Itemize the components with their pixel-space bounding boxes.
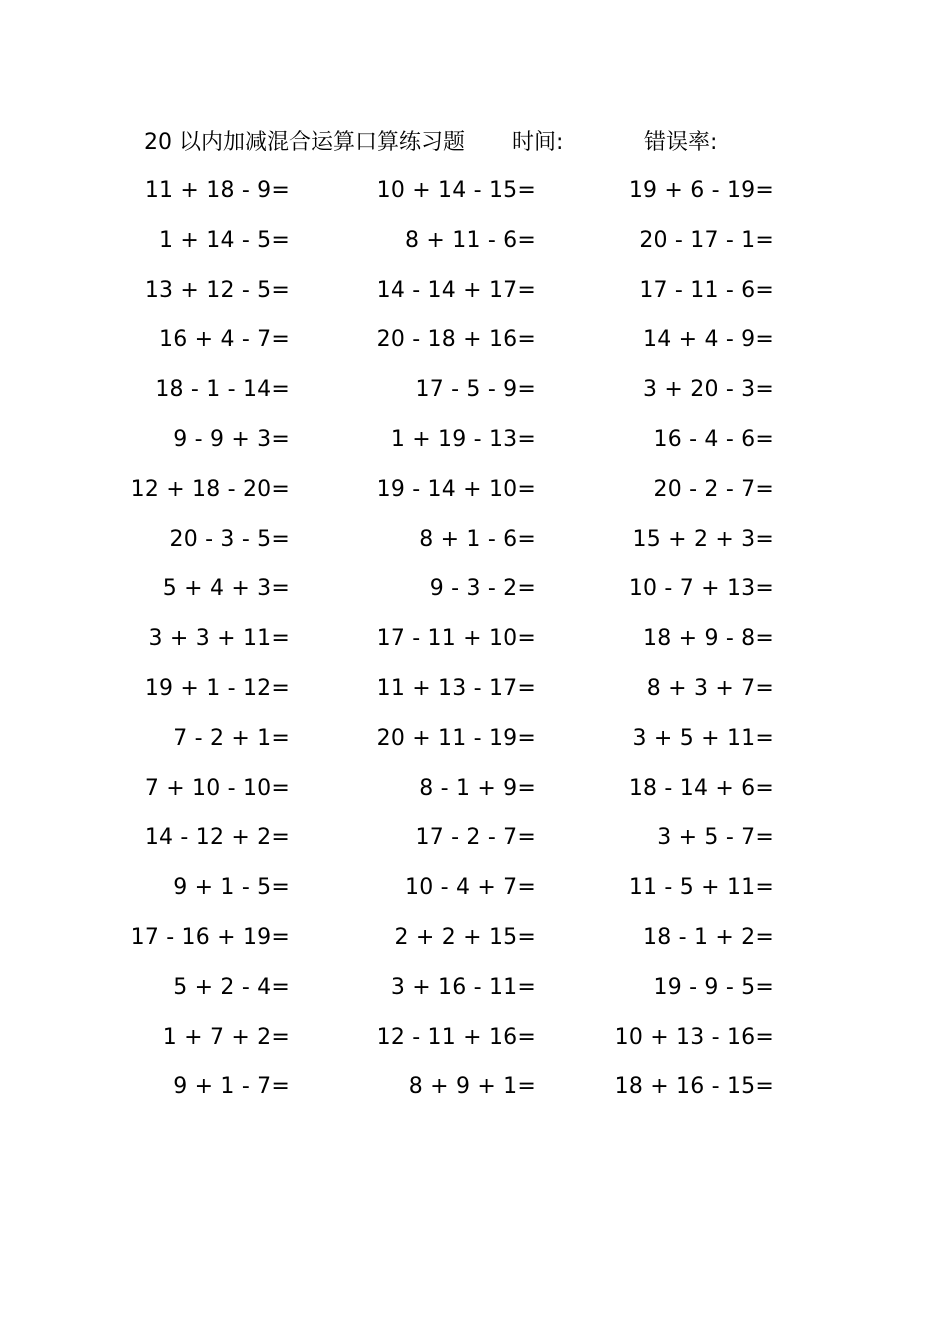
problem-item: 16 + 4 - 7= <box>159 327 290 353</box>
problem-item: 1 + 7 + 2= <box>162 1024 290 1050</box>
problem-row <box>0 1013 950 1063</box>
problem-item: 10 + 14 - 15= <box>376 178 536 203</box>
problem-row <box>0 1062 950 1112</box>
problem-item: 17 - 5 - 9= <box>415 377 536 403</box>
problem-row <box>0 415 950 465</box>
problem-row <box>0 564 950 614</box>
problem-row <box>0 465 950 515</box>
problem-item: 15 + 2 + 3= <box>632 526 774 552</box>
problem-item: 20 - 3 - 5= <box>169 526 290 552</box>
problem-item: 18 - 1 + 2= <box>643 924 774 950</box>
problem-item: 9 - 3 - 2= <box>429 576 536 602</box>
problem-row <box>0 365 950 415</box>
problem-item: 8 + 11 - 6= <box>405 227 536 253</box>
problem-item: 5 + 2 - 4= <box>173 974 290 1000</box>
problem-item: 13 + 12 - 5= <box>144 277 290 303</box>
problem-item: 17 - 11 + 10= <box>376 626 536 652</box>
problem-row <box>0 315 950 365</box>
problem-row <box>0 764 950 814</box>
problem-item: 8 - 1 + 9= <box>419 775 536 801</box>
problem-item: 14 - 14 + 17= <box>376 277 536 303</box>
problem-row <box>0 963 950 1013</box>
problem-item: 10 - 4 + 7= <box>405 875 536 901</box>
problem-item: 12 - 11 + 16= <box>376 1024 536 1050</box>
problem-row <box>0 664 950 714</box>
problem-item: 3 + 5 - 7= <box>657 825 774 851</box>
problem-item: 19 + 1 - 12= <box>144 675 290 701</box>
problem-item: 8 + 9 + 1= <box>408 1074 536 1100</box>
problem-row <box>0 614 950 664</box>
problem-item: 5 + 4 + 3= <box>162 576 290 602</box>
worksheet-header <box>0 126 950 160</box>
problem-item: 12 + 18 - 20= <box>130 476 290 502</box>
problem-item: 8 + 1 - 6= <box>419 526 536 552</box>
problem-item: 19 + 6 - 19= <box>628 178 774 203</box>
problem-item: 3 + 5 + 11= <box>632 725 774 751</box>
problem-item: 14 - 12 + 2= <box>144 825 290 851</box>
problem-item: 18 + 9 - 8= <box>643 626 774 652</box>
worksheet-title: 20 以内加减混合运算口算练习题 <box>144 130 465 155</box>
problem-item: 3 + 3 + 11= <box>148 626 290 652</box>
problem-row <box>0 913 950 963</box>
problem-item: 7 + 10 - 10= <box>144 775 290 801</box>
problem-row <box>0 863 950 913</box>
problem-item: 9 + 1 - 5= <box>173 875 290 901</box>
problem-item: 11 - 5 + 11= <box>628 875 774 901</box>
time-label: 时间: <box>512 130 564 155</box>
problem-item: 17 - 2 - 7= <box>415 825 536 851</box>
problem-item: 14 + 4 - 9= <box>643 327 774 353</box>
problem-item: 20 - 17 - 1= <box>639 227 774 253</box>
problem-item: 18 - 1 - 14= <box>155 377 290 403</box>
problem-item: 16 - 4 - 6= <box>653 426 774 452</box>
problem-item: 18 - 14 + 6= <box>628 775 774 801</box>
problem-item: 17 - 16 + 19= <box>130 924 290 950</box>
problem-item: 19 - 9 - 5= <box>653 974 774 1000</box>
problem-item: 10 + 13 - 16= <box>614 1024 774 1050</box>
problem-item: 8 + 3 + 7= <box>646 675 774 701</box>
problem-item: 9 - 9 + 3= <box>173 426 290 452</box>
problem-grid <box>0 166 950 1112</box>
problem-row <box>0 813 950 863</box>
problem-row <box>0 266 950 316</box>
problem-item: 7 - 2 + 1= <box>173 725 290 751</box>
problem-item: 1 + 19 - 13= <box>390 426 536 452</box>
problem-item: 3 + 20 - 3= <box>643 377 774 403</box>
problem-item: 20 - 18 + 16= <box>376 327 536 353</box>
problem-item: 9 + 1 - 7= <box>173 1074 290 1100</box>
problem-item: 11 + 13 - 17= <box>376 675 536 701</box>
problem-item: 10 - 7 + 13= <box>628 576 774 602</box>
problem-item: 3 + 16 - 11= <box>390 974 536 1000</box>
problem-item: 1 + 14 - 5= <box>159 227 290 253</box>
problem-item: 2 + 2 + 15= <box>394 924 536 950</box>
problem-item: 19 - 14 + 10= <box>376 476 536 502</box>
problem-item: 11 + 18 - 9= <box>144 178 290 203</box>
problem-row <box>0 216 950 266</box>
problem-item: 18 + 16 - 15= <box>614 1074 774 1100</box>
problem-item: 17 - 11 - 6= <box>639 277 774 303</box>
problem-item: 20 - 2 - 7= <box>653 476 774 502</box>
problem-row <box>0 515 950 565</box>
error-rate-label: 错误率: <box>644 130 718 155</box>
problem-item: 20 + 11 - 19= <box>376 725 536 751</box>
problem-row <box>0 714 950 764</box>
problem-row <box>0 166 950 216</box>
